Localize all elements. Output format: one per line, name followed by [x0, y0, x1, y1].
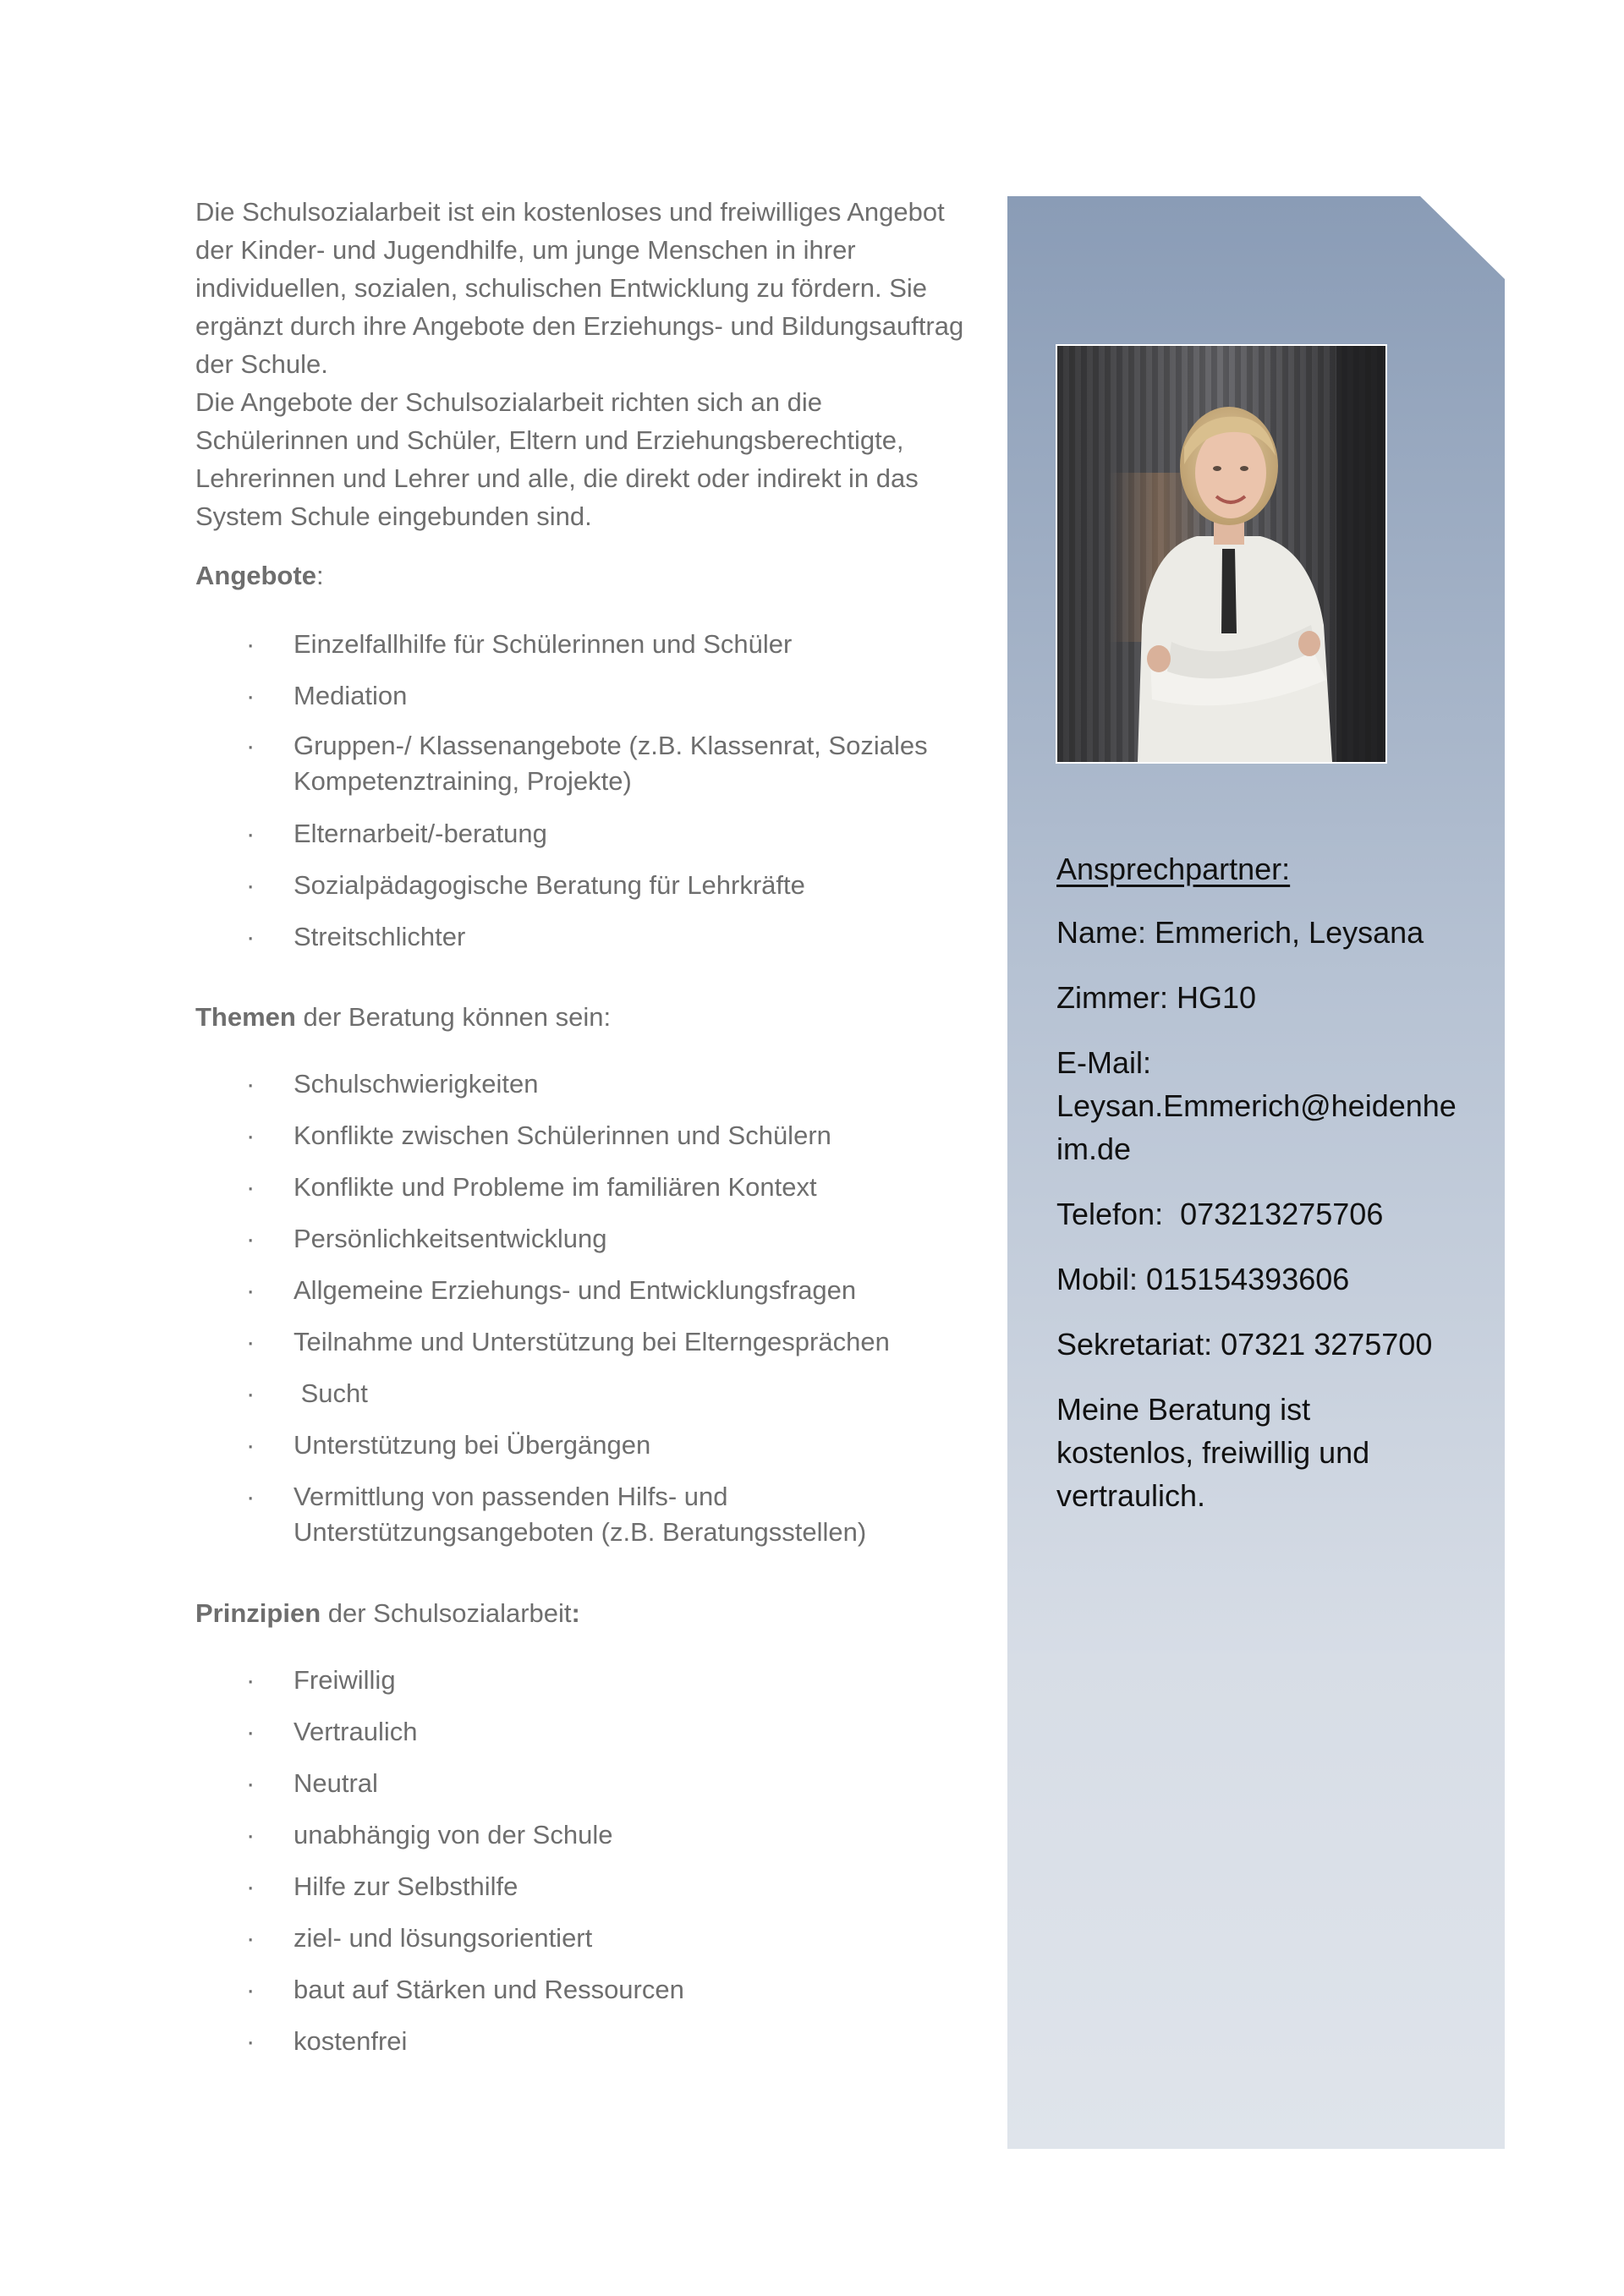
- list-item: · Konflikte zwischen Schülerinnen und Schülern: [195, 1116, 974, 1154]
- bullet-icon: ·: [246, 1975, 255, 2004]
- list-item: · Gruppen-/ Klassenangebote (z.B. Klassenrat, Soziales Kompetenztraining, Projekte): [195, 728, 974, 799]
- list-item: · Neutral: [195, 1764, 974, 1802]
- contact-heading: Ansprechpartner:: [1056, 852, 1291, 886]
- bullet-icon: ·: [246, 731, 255, 760]
- list-item: · Sozialpädagogische Beratung für Lehrkräfte: [195, 866, 974, 904]
- bullet-icon: ·: [246, 1327, 255, 1356]
- bullet-icon: ·: [246, 1275, 255, 1305]
- bullet-icon: ·: [246, 2026, 255, 2056]
- bullet-icon: ·: [246, 1378, 255, 1408]
- list-item: · Freiwillig: [195, 1661, 974, 1699]
- portrait-image: [1057, 346, 1385, 762]
- list-item: · ziel- und lösungsorientiert: [195, 1919, 974, 1957]
- intro-line: der Kinder- und Jugendhilfe, um junge Menschen in ihrer: [195, 235, 856, 265]
- themen-heading-rest: der Beratung können sein:: [295, 1002, 612, 1032]
- list-item: · Konflikte und Probleme im familiären Kontext: [195, 1168, 974, 1206]
- contact-note: Meine Beratung ist kostenlos, freiwillig und vertraulich.: [1056, 1392, 1370, 1513]
- bullet-icon: ·: [246, 1430, 255, 1460]
- list-item: · Mediation: [195, 677, 974, 715]
- themen-list: [195, 1065, 974, 1550]
- intro-text: [195, 193, 974, 535]
- list-item: · Persönlichkeitsentwicklung: [195, 1219, 974, 1258]
- angebote-heading-bold: Angebote: [195, 561, 316, 590]
- list-item: · Elternarbeit/-beratung: [195, 814, 974, 852]
- bullet-icon: ·: [246, 1665, 255, 1695]
- list-item: · Einzelfallhilfe für Schülerinnen und Schüler: [195, 625, 974, 663]
- intro-line: individuellen, sozialen, schulischen Entwicklung zu fördern. Sie: [195, 273, 928, 303]
- main-content: [195, 193, 974, 2060]
- bullet-icon: ·: [246, 1121, 255, 1150]
- prinzipien-heading-bold: Prinzipien: [195, 1598, 321, 1628]
- contact-room: Zimmer: HG10: [1056, 980, 1257, 1015]
- intro-line: Die Angebote der Schulsozialarbeit richten sich an die: [195, 387, 823, 417]
- bullet-icon: ·: [246, 629, 255, 659]
- bullet-icon: ·: [246, 1923, 255, 1953]
- list-item: · Hilfe zur Selbsthilfe: [195, 1867, 974, 1905]
- angebote-list: [195, 625, 974, 956]
- list-item: · kostenfrei: [195, 2022, 974, 2060]
- bullet-icon: ·: [246, 1069, 255, 1099]
- intro-line: Die Schulsozialarbeit ist ein kostenloses und freiwilliges Angebot: [195, 197, 945, 227]
- list-item: · Schulschwierigkeiten: [195, 1065, 974, 1103]
- contact-email[interactable]: Leysan.Emmerich@heidenhe im.de: [1056, 1088, 1457, 1166]
- bullet-icon: ·: [246, 870, 255, 900]
- prinzipien-heading-colon: :: [571, 1598, 580, 1628]
- bullet-icon: ·: [246, 819, 255, 848]
- themen-heading: [195, 998, 974, 1036]
- bullet-icon: ·: [246, 1871, 255, 1901]
- list-item: · Sucht: [195, 1374, 974, 1412]
- intro-line: der Schule.: [195, 349, 328, 379]
- themen-heading-bold: Themen: [195, 1002, 296, 1032]
- bullet-icon: ·: [246, 922, 255, 951]
- bullet-icon: ·: [246, 681, 255, 710]
- intro-line: ergänzt durch ihre Angebote den Erziehungs- und Bildungsauftrag: [195, 311, 964, 341]
- prinzipien-heading-rest: der Schulsozialarbeit: [321, 1598, 572, 1628]
- list-item: · Allgemeine Erziehungs- und Entwicklungsfragen: [195, 1271, 974, 1309]
- angebote-heading-rest: :: [315, 561, 324, 590]
- intro-line: Lehrerinnen und Lehrer und alle, die direkt oder indirekt in das: [195, 463, 919, 493]
- intro-line: System Schule eingebunden sind.: [195, 501, 592, 531]
- contact-mobile: Mobil: 015154393606: [1056, 1262, 1350, 1296]
- contact-block: [1056, 847, 1479, 1517]
- contact-email-label: E-Mail:: [1056, 1045, 1152, 1080]
- list-item: · Vertraulich: [195, 1712, 974, 1751]
- bullet-icon: ·: [246, 1172, 255, 1202]
- list-item: · baut auf Stärken und Ressourcen: [195, 1970, 974, 2008]
- bullet-icon: ·: [246, 1717, 255, 1746]
- bullet-icon: ·: [246, 1482, 255, 1511]
- prinzipien-heading: [195, 1594, 974, 1632]
- contact-name: Name: Emmerich, Leysana: [1056, 915, 1424, 950]
- list-item: · Teilnahme und Unterstützung bei Elterngesprächen: [195, 1323, 974, 1361]
- list-item: · Vermittlung von passenden Hilfs- und Unterstützungsangeboten (z.B. Beratungsstellen): [195, 1479, 974, 1550]
- contact-phone: Telefon: 073213275706: [1056, 1197, 1384, 1231]
- bullet-icon: ·: [246, 1820, 255, 1849]
- bullet-icon: ·: [246, 1768, 255, 1798]
- list-item: · unabhängig von der Schule: [195, 1816, 974, 1854]
- contact-secretariat: Sekretariat: 07321 3275700: [1056, 1327, 1433, 1362]
- bullet-icon: ·: [246, 1224, 255, 1253]
- prinzipien-list: [195, 1661, 974, 2060]
- intro-line: Schülerinnen und Schüler, Eltern und Erziehungsberechtigte,: [195, 425, 904, 455]
- angebote-heading: [195, 556, 974, 595]
- list-item: · Streitschlichter: [195, 918, 974, 956]
- list-item: · Unterstützung bei Übergängen: [195, 1426, 974, 1464]
- contact-photo: [1056, 344, 1387, 764]
